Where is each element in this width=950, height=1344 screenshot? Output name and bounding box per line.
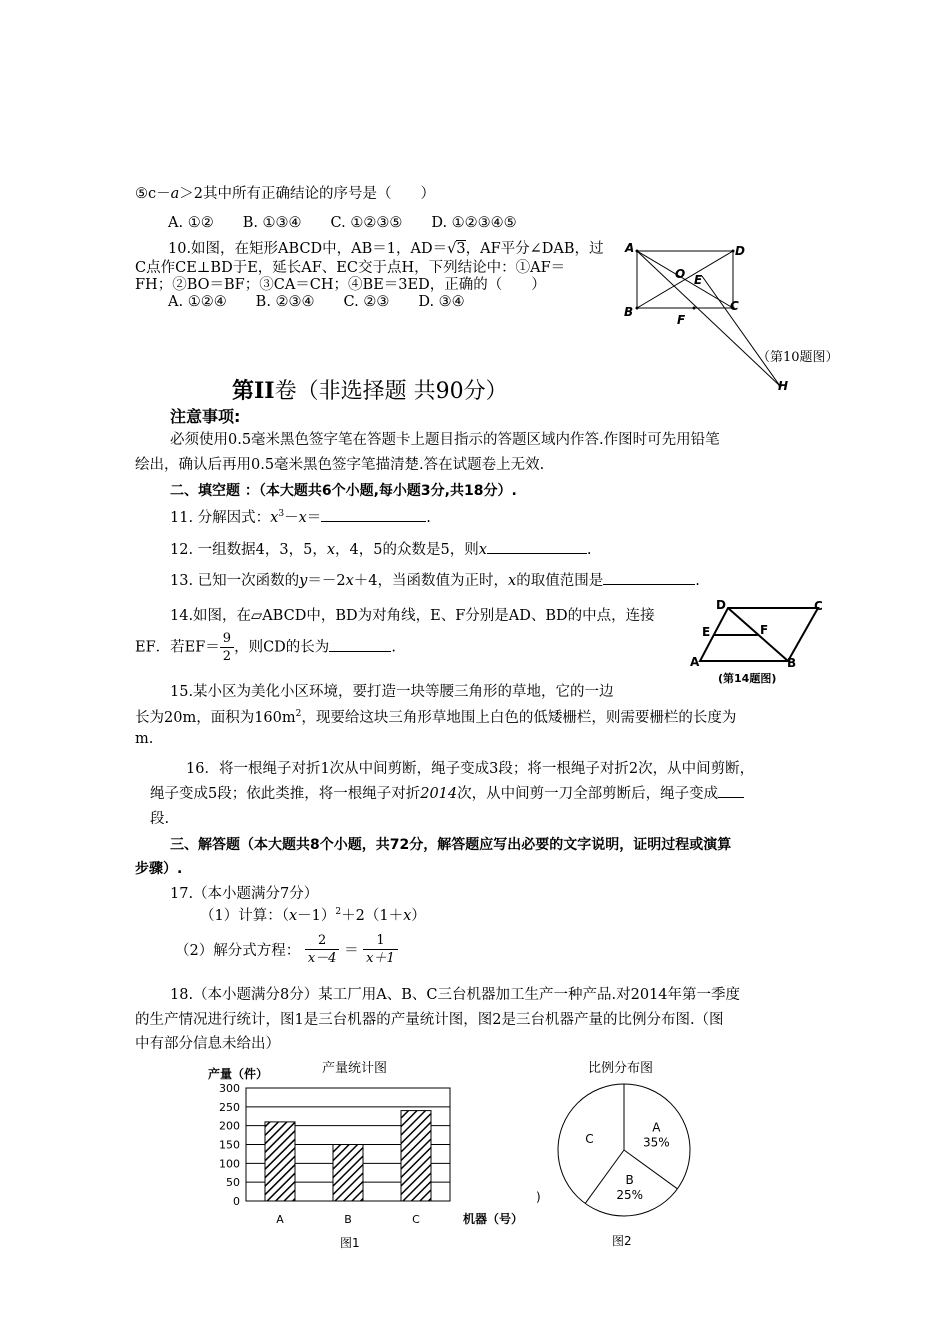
- fraction-right: $\frac{1}{x+1}$: [363, 932, 398, 967]
- q10-figure-caption: （第10题图）: [757, 350, 839, 365]
- x-tick-label: C: [412, 1213, 420, 1226]
- q11: 11. 分解因式：$x^3-x=$ .: [170, 506, 431, 527]
- fraction-left: $\frac{2}{x-4}$: [305, 932, 340, 967]
- q10-line1: 10.如图，在矩形ABCD中，AB＝1，AD＝√3，AF平分∠DAB，过: [168, 241, 604, 257]
- line-ah: [637, 251, 780, 386]
- q16-line3: 段.: [150, 811, 170, 827]
- x-tick-label: B: [344, 1213, 352, 1226]
- q17-part1: （1）计算：$(x-1)^2+2(1+x)$: [200, 907, 426, 924]
- y-tick-label: 0: [233, 1195, 240, 1208]
- section2-heading: 二、填空题 ：（本大题共6个小题,每小题3分,共18分）.: [170, 483, 517, 499]
- q15-line3: m.: [135, 731, 154, 747]
- q18-line1: 18.（本小题满分8分）某工厂用A、B、C三台机器加工生产一种产品.对2014年第一季度: [170, 987, 741, 1003]
- q14-caption: (第14题图): [718, 672, 777, 685]
- slice-label-A: A: [652, 1120, 661, 1135]
- label-c: C: [730, 299, 739, 313]
- notice-line1: 必须使用0.5毫米黑色签字笔在答题卡上题目指示的答题区域内作答.作图时可先用铅笔: [170, 432, 720, 448]
- q10-line3: FH；②BO＝BF；③CA＝CH；④BE＝3ED，正确的（ ）: [135, 277, 546, 293]
- y-tick-label: 150: [219, 1138, 240, 1152]
- bar-chart-stray-mark: ): [536, 1190, 541, 1204]
- y-tick-label: 200: [219, 1119, 240, 1133]
- bar-chart-ylabel: 产量（件）: [208, 1067, 269, 1081]
- q12-answer-blank[interactable]: [487, 539, 587, 554]
- q15-line1: 15.某小区为美化小区环境，要打造一块等腰三角形的草地，它的一边: [170, 684, 614, 700]
- y-tick-label: 250: [219, 1100, 240, 1114]
- pie-chart-title: 比例分布图: [588, 1061, 654, 1076]
- q9-condition-5: ⑤c－a＞2其中所有正确结论的序号是（ ）: [135, 186, 436, 202]
- q16-line2: 绳子变成5段；依此类推，将一根绳子对折2014次，从中间剪一刀全部剪断后，绳子变成: [150, 782, 744, 803]
- q18-line3: 中有部分信息未给出）: [135, 1036, 280, 1052]
- x-tick-label: A: [276, 1213, 284, 1226]
- slice-label-C: C: [585, 1131, 594, 1146]
- pie-chart-caption: 图2: [612, 1234, 632, 1248]
- pie-chart: [550, 1055, 700, 1255]
- label-b: B: [787, 656, 797, 670]
- q9-options: A. ①② B. ①③④ C. ①②③⑤ D. ①②③④⑤: [168, 215, 517, 231]
- y-tick-label: 100: [219, 1157, 240, 1171]
- notice-title: 注意事项:: [170, 407, 241, 426]
- q14-figure: [688, 598, 838, 693]
- label-e: E: [694, 273, 703, 287]
- slice-percent-A: 35%: [643, 1135, 670, 1150]
- q12: 12. 一组数据4，3，5，x，4，5的众数是5，则x .: [170, 538, 592, 559]
- section3-heading-line2: 步骤）.: [135, 861, 183, 877]
- label-o: O: [675, 267, 686, 281]
- q15-line2: 长为20m，面积为$160m^2$，现要给这块三角形草地围上白色的低矮栅栏，则需要栅栏的长度为: [135, 709, 737, 726]
- q10-figure: [615, 238, 875, 398]
- line-eh: [702, 276, 780, 386]
- q10-options: A. ①②④ B. ②③④ C. ②③ D. ③④: [168, 294, 465, 310]
- label-a: A: [625, 241, 635, 255]
- q11-answer-blank[interactable]: [321, 507, 426, 522]
- q14-line2: EF．若EF＝ $\frac{9}{2}$ ，则CD的长为 .: [135, 631, 396, 664]
- label-h: H: [778, 379, 789, 393]
- q14-answer-blank[interactable]: [329, 637, 391, 652]
- sqrt-sign: √: [447, 241, 457, 257]
- q13: 13. 已知一次函数的y＝－2x＋4，当函数值为正时，x的取值范围是 .: [170, 569, 700, 590]
- q14-line1: 14.如图，在▱ABCD中，BD为对角线，E、F分别是AD、BD的中点，连接: [170, 608, 655, 624]
- slice-label-B: B: [625, 1172, 634, 1187]
- label-c: C: [814, 599, 823, 613]
- section3-heading-line1: 三、解答题（本大题共8个小题，共72分，解答题应写出必要的文字说明，证明过程或演算: [170, 837, 732, 853]
- bar-A: [265, 1122, 295, 1201]
- q16-answer-blank[interactable]: [718, 783, 744, 798]
- label-a: A: [690, 655, 700, 669]
- q17-part2: （2）解分式方程： $\frac{2}{x-4}$ ＝ $\frac{1}{x+1}$: [175, 932, 398, 967]
- label-b: B: [624, 305, 634, 319]
- bar-chart-caption: 图1: [340, 1236, 360, 1250]
- label-f: F: [760, 623, 769, 637]
- q10-line2: C点作CE⊥BD于E，延长AF、EC交于点H，下列结论中：①AF＝: [135, 260, 566, 276]
- q13-answer-blank[interactable]: [603, 570, 695, 585]
- q18-line2: 的生产情况进行统计，图1是三台机器的产量统计图，图2是三台机器产量的比例分布图.（图: [135, 1012, 724, 1028]
- bar-B: [333, 1145, 363, 1202]
- bar-chart: [200, 1055, 560, 1255]
- q16-line1: 16．将一根绳子对折1次从中间剪断，绳子变成3段；将一根绳子对折2次，从中间剪断，: [186, 761, 755, 777]
- label-d: D: [735, 244, 745, 258]
- label-e: E: [702, 625, 711, 639]
- y-tick-label: 50: [226, 1176, 240, 1190]
- y-tick-label: 300: [219, 1082, 240, 1095]
- bar-chart-title: 产量统计图: [322, 1061, 388, 1076]
- q17-title: 17.（本小题满分7分）: [170, 886, 319, 902]
- notice-line2: 绘出，确认后再用0.5毫米黑色签字笔描清楚.答在试题卷上无效.: [135, 457, 545, 473]
- bar-C: [401, 1111, 431, 1201]
- slice-percent-B: 25%: [616, 1187, 644, 1202]
- part2-title: 第II卷（非选择题 共90分）: [232, 378, 508, 404]
- label-f: F: [677, 313, 686, 327]
- label-d: D: [716, 598, 726, 612]
- bar-chart-xlabel: 机器（号）: [463, 1212, 524, 1226]
- fraction-nine-halves: $\frac{9}{2}$: [220, 630, 234, 665]
